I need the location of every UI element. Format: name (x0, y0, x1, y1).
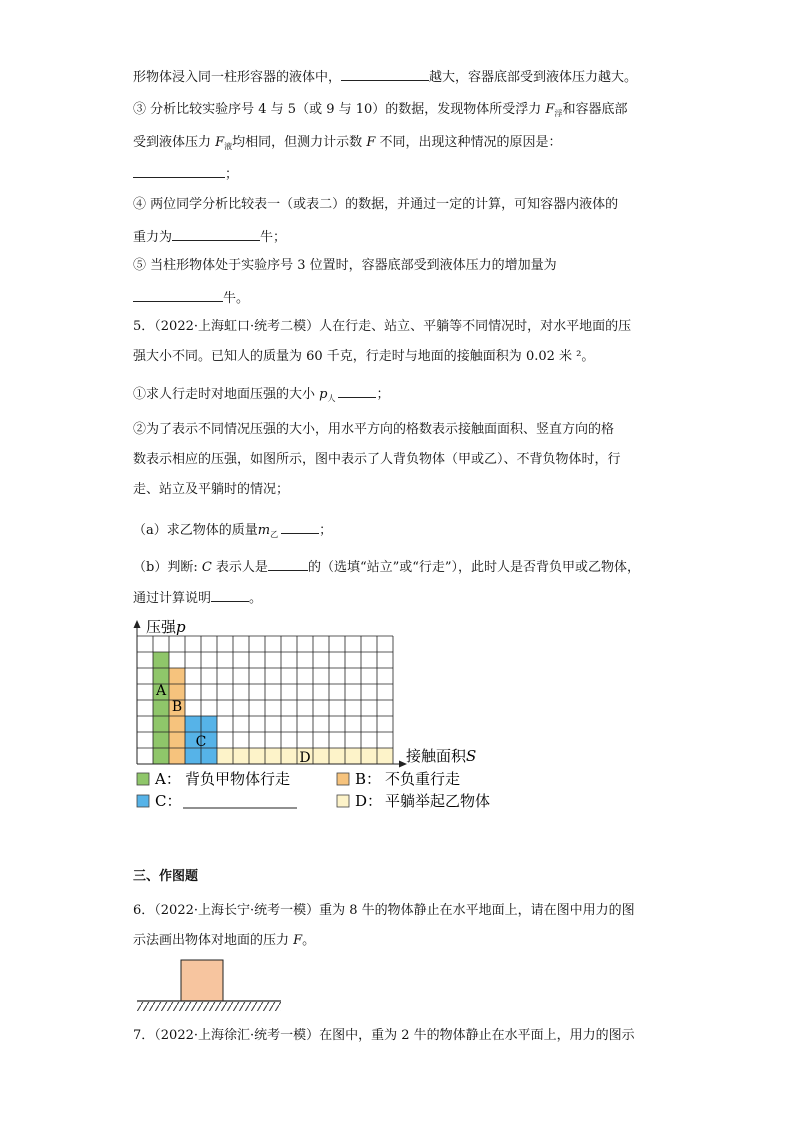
answer-blank[interactable] (133, 163, 225, 178)
text: （b）判断: (133, 560, 202, 575)
q5-part-b-line-2 (133, 587, 262, 608)
text: 5．（2022·上海虹口·统考二模）人在行走、站立、平躺等不同情况时，对水平地面的压 (133, 319, 632, 334)
text: 和容器底部 (562, 102, 628, 117)
text: 。 (302, 933, 316, 948)
text: 均相同，但测力计示数 (232, 135, 367, 150)
object-on-ground-figure (135, 955, 285, 1015)
q5-line-2 (133, 348, 594, 366)
text: 不同，出现这种情况的原因是： (375, 135, 562, 150)
legend-text: 平躺举起乙物体 (385, 792, 491, 810)
text: 受到液体压力 (133, 135, 216, 150)
text: ； (319, 523, 333, 538)
text: 示法画出物体对地面的压力 (133, 933, 294, 948)
legend-key: B： (355, 770, 382, 788)
text: ⑤ 当柱形物体处于实验序号 3 位置时，容器底部受到液体压力的增加量为 (133, 258, 557, 273)
q7-line-1 (133, 1027, 635, 1045)
text: ； (225, 167, 239, 182)
q5-part-a (133, 519, 332, 541)
bar-label-A: A (155, 682, 167, 699)
chart-legend (137, 770, 490, 810)
q5-line-1 (133, 318, 631, 336)
q4-clause-5 (133, 257, 557, 275)
text: 形物体浸入同一柱形容器的液体中， (133, 70, 342, 85)
symbol: m (257, 523, 271, 538)
symbol: F (366, 135, 376, 150)
text: ； (376, 387, 390, 402)
text: 三、作图题 (133, 869, 199, 884)
text: 6．（2022·上海长宁·统考一模）重为 8 牛的物体静止在水平地面上，请在图中用力的图 (133, 903, 635, 918)
subscript: 人 (327, 394, 336, 403)
text: 数表示相应的压强，如图所示，图中表示了人背负物体（甲或乙）、不背负物体时，行 (133, 452, 621, 467)
answer-blank[interactable] (172, 226, 260, 241)
text: ②为了表示不同情况压强的大小，用水平方向的格数表示接触面面积、竖直方向的格 (133, 422, 615, 437)
ground-hatching (137, 1002, 281, 1011)
text: 越大，容器底部受到液体压力越大。 (429, 70, 638, 85)
subscript: 浮 (554, 109, 563, 118)
legend-swatch (137, 773, 149, 785)
section-title (133, 868, 198, 886)
q4-clause-3 (133, 101, 627, 120)
legend-swatch (137, 795, 149, 807)
text: ④ 两位同学分析比较表一（或表二）的数据，并通过一定的计算，可知容器内液体的 (133, 197, 619, 212)
symbol: p (319, 387, 328, 402)
pressure-area-chart (120, 612, 520, 827)
answer-blank[interactable] (133, 287, 223, 302)
symbol: C (201, 560, 212, 575)
legend-swatch (337, 773, 349, 785)
q4-line-1 (133, 66, 637, 87)
legend-key: A： (155, 770, 181, 788)
y-axis-label: 压强p (146, 618, 186, 636)
text: ①求人行走时对地面压强的大小 (133, 387, 320, 402)
q4-line-8 (133, 287, 249, 308)
symbol: F (293, 933, 303, 948)
legend-key: C： (155, 792, 182, 810)
text: 7．（2022·上海徐汇·统考一模）在图中，重为 2 牛的物体静止在水平面上，用力的图示 (133, 1028, 635, 1043)
legend-key: D： (355, 792, 383, 810)
q5-sub-2-line-2 (133, 451, 621, 469)
text: 强大小不同。已知人的质量为 60 千克，行走时与地面的接触面积为 0.02 米 ²。 (133, 349, 595, 364)
bar-label-D: D (299, 750, 311, 766)
legend-text: 不负重行走 (385, 770, 461, 788)
subscript: 乙 (270, 530, 279, 539)
answer-blank[interactable] (268, 556, 308, 571)
bar-A (153, 652, 169, 764)
text: 。 (249, 591, 263, 606)
legend-text: 背负甲物体行走 (185, 770, 291, 788)
text: 通过计算说明 (133, 591, 212, 606)
legend-swatch (337, 795, 349, 807)
text: 重力为 (133, 230, 173, 245)
q5-sub-2-line-1 (133, 421, 614, 439)
answer-blank[interactable] (211, 587, 249, 602)
q6-line-2 (133, 932, 315, 950)
object-box (181, 960, 223, 1001)
symbol: F (545, 102, 555, 117)
q5-sub-2-line-3 (133, 481, 289, 499)
subscript: 液 (224, 142, 233, 151)
q4-line-6 (133, 226, 286, 247)
text: （a）求乙物体的质量 (133, 523, 258, 538)
text: 牛。 (223, 291, 250, 306)
text: 走、站立及平躺时的情况； (133, 482, 290, 497)
answer-blank[interactable] (281, 519, 319, 534)
q6-line-1 (133, 902, 635, 920)
bar-label-C: C (195, 734, 207, 750)
q5-sub-1 (133, 383, 389, 405)
answer-blank[interactable] (341, 66, 429, 81)
text: ③ 分析比较实验序号 4 与 5（或 9 与 10）的数据，发现物体所受浮力 (133, 102, 546, 117)
text: 牛； (260, 230, 287, 245)
text: 的（选填“站立”或“行走”），此时人是否背负甲或乙物体， (307, 560, 641, 575)
bar-label-B: B (171, 698, 183, 715)
q5-part-b (133, 556, 640, 577)
symbol: F (215, 135, 225, 150)
q4-line-4 (133, 163, 238, 184)
x-axis-label: 接触面积S (406, 747, 477, 765)
answer-blank[interactable] (338, 383, 376, 398)
q4-line-3 (133, 134, 561, 153)
text: 表示人是 (211, 560, 268, 575)
q4-clause-4 (133, 196, 618, 214)
y-axis-arrow (134, 620, 141, 628)
chart-bars (153, 652, 393, 764)
